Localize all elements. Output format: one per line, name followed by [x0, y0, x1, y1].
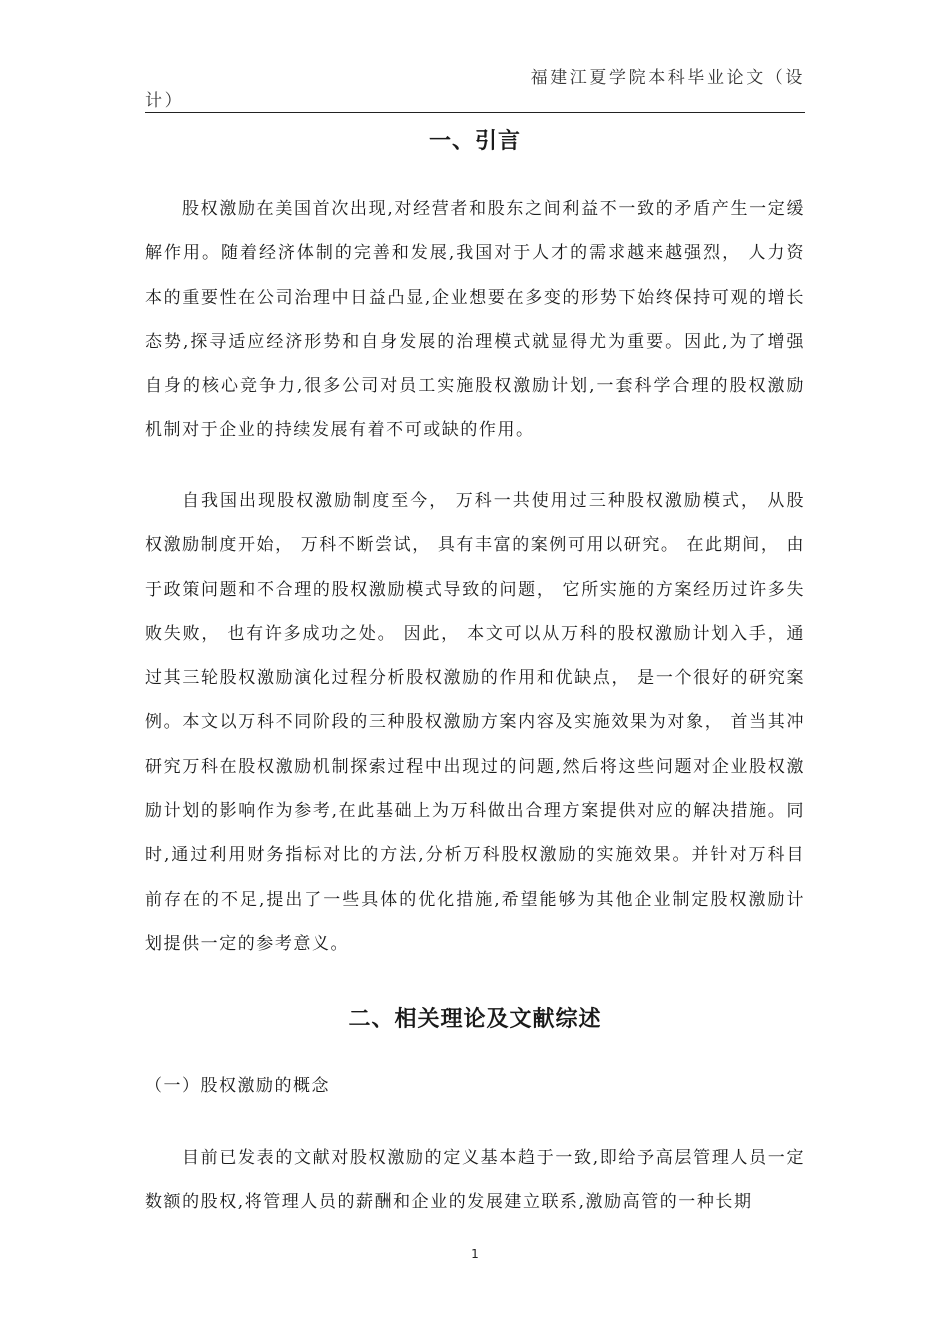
header-title-line2: 计）	[145, 91, 185, 111]
header-title-line1: 福建江夏学院本科毕业论文（设	[530, 68, 805, 88]
intro-paragraph-2: 自我国出现股权激励制度至今， 万科一共使用过三种股权激励模式， 从股权激励制度开始， 万科不断尝试， 具有丰富的案例可用以研究。 在此期间， 由于政策问题和不合理的股权激励模式导致的问题， 它所实施的方案经历过许多失败失败， 也有许多成功之处。 因此， 本文可以从万科的股权激励计划入手，通过其三轮股权激励演化过程分析股权激励的作用和优缺点， 是一个很好的研究案例。本文以万科不同阶段的三种股权激励方案内容及实施效果为对象， 首当其冲研究万科在股权激励机制探索过程中出现过的问题,然后将这些问题对企业股权激励计划的影响作为参考,在此基础上为万科做出合理方案提供对应的解决措施。同时,通过利用财务指标对比的方法,分析万科股权激励的实施效果。并针对万科目前存在的不足,提出了一些具体的优化措施,希望能够为其他企业制定股权激励计划提供一定的参考意义。	[145, 491, 805, 954]
subsection-heading-equity-incentive-concept: （一）股权激励的概念	[145, 1076, 330, 1096]
concept-paragraph: 目前已发表的文献对股权激励的定义基本趋于一致,即给予高层管理人员一定数额的股权,将管理人员的薪酬和企业的发展建立联系,激励高管的一种长期	[145, 1148, 805, 1213]
intro-paragraph-1: 股权激励在美国首次出现,对经营者和股东之间利益不一致的矛盾产生一定缓解作用。随着经济体制的完善和发展,我国对于人才的需求越来越强烈， 人力资本的重要性在公司治理中日益凸显,企业想要在多变的形势下始终保持可观的增长态势,探寻适应经济形势和自身发展的治理模式就显得尤为重要。因此,为了增强自身的核心竞争力,很多公司对员工实施股权激励计划,一套科学合理的股权激励机制对于企业的持续发展有着不可或缺的作用。	[145, 199, 805, 441]
running-header	[145, 64, 805, 113]
section-heading-introduction: 一、引言	[428, 129, 521, 154]
section-heading-literature-review: 二、相关理论及文献综述	[348, 1007, 602, 1032]
page-number: 1	[471, 1247, 479, 1261]
